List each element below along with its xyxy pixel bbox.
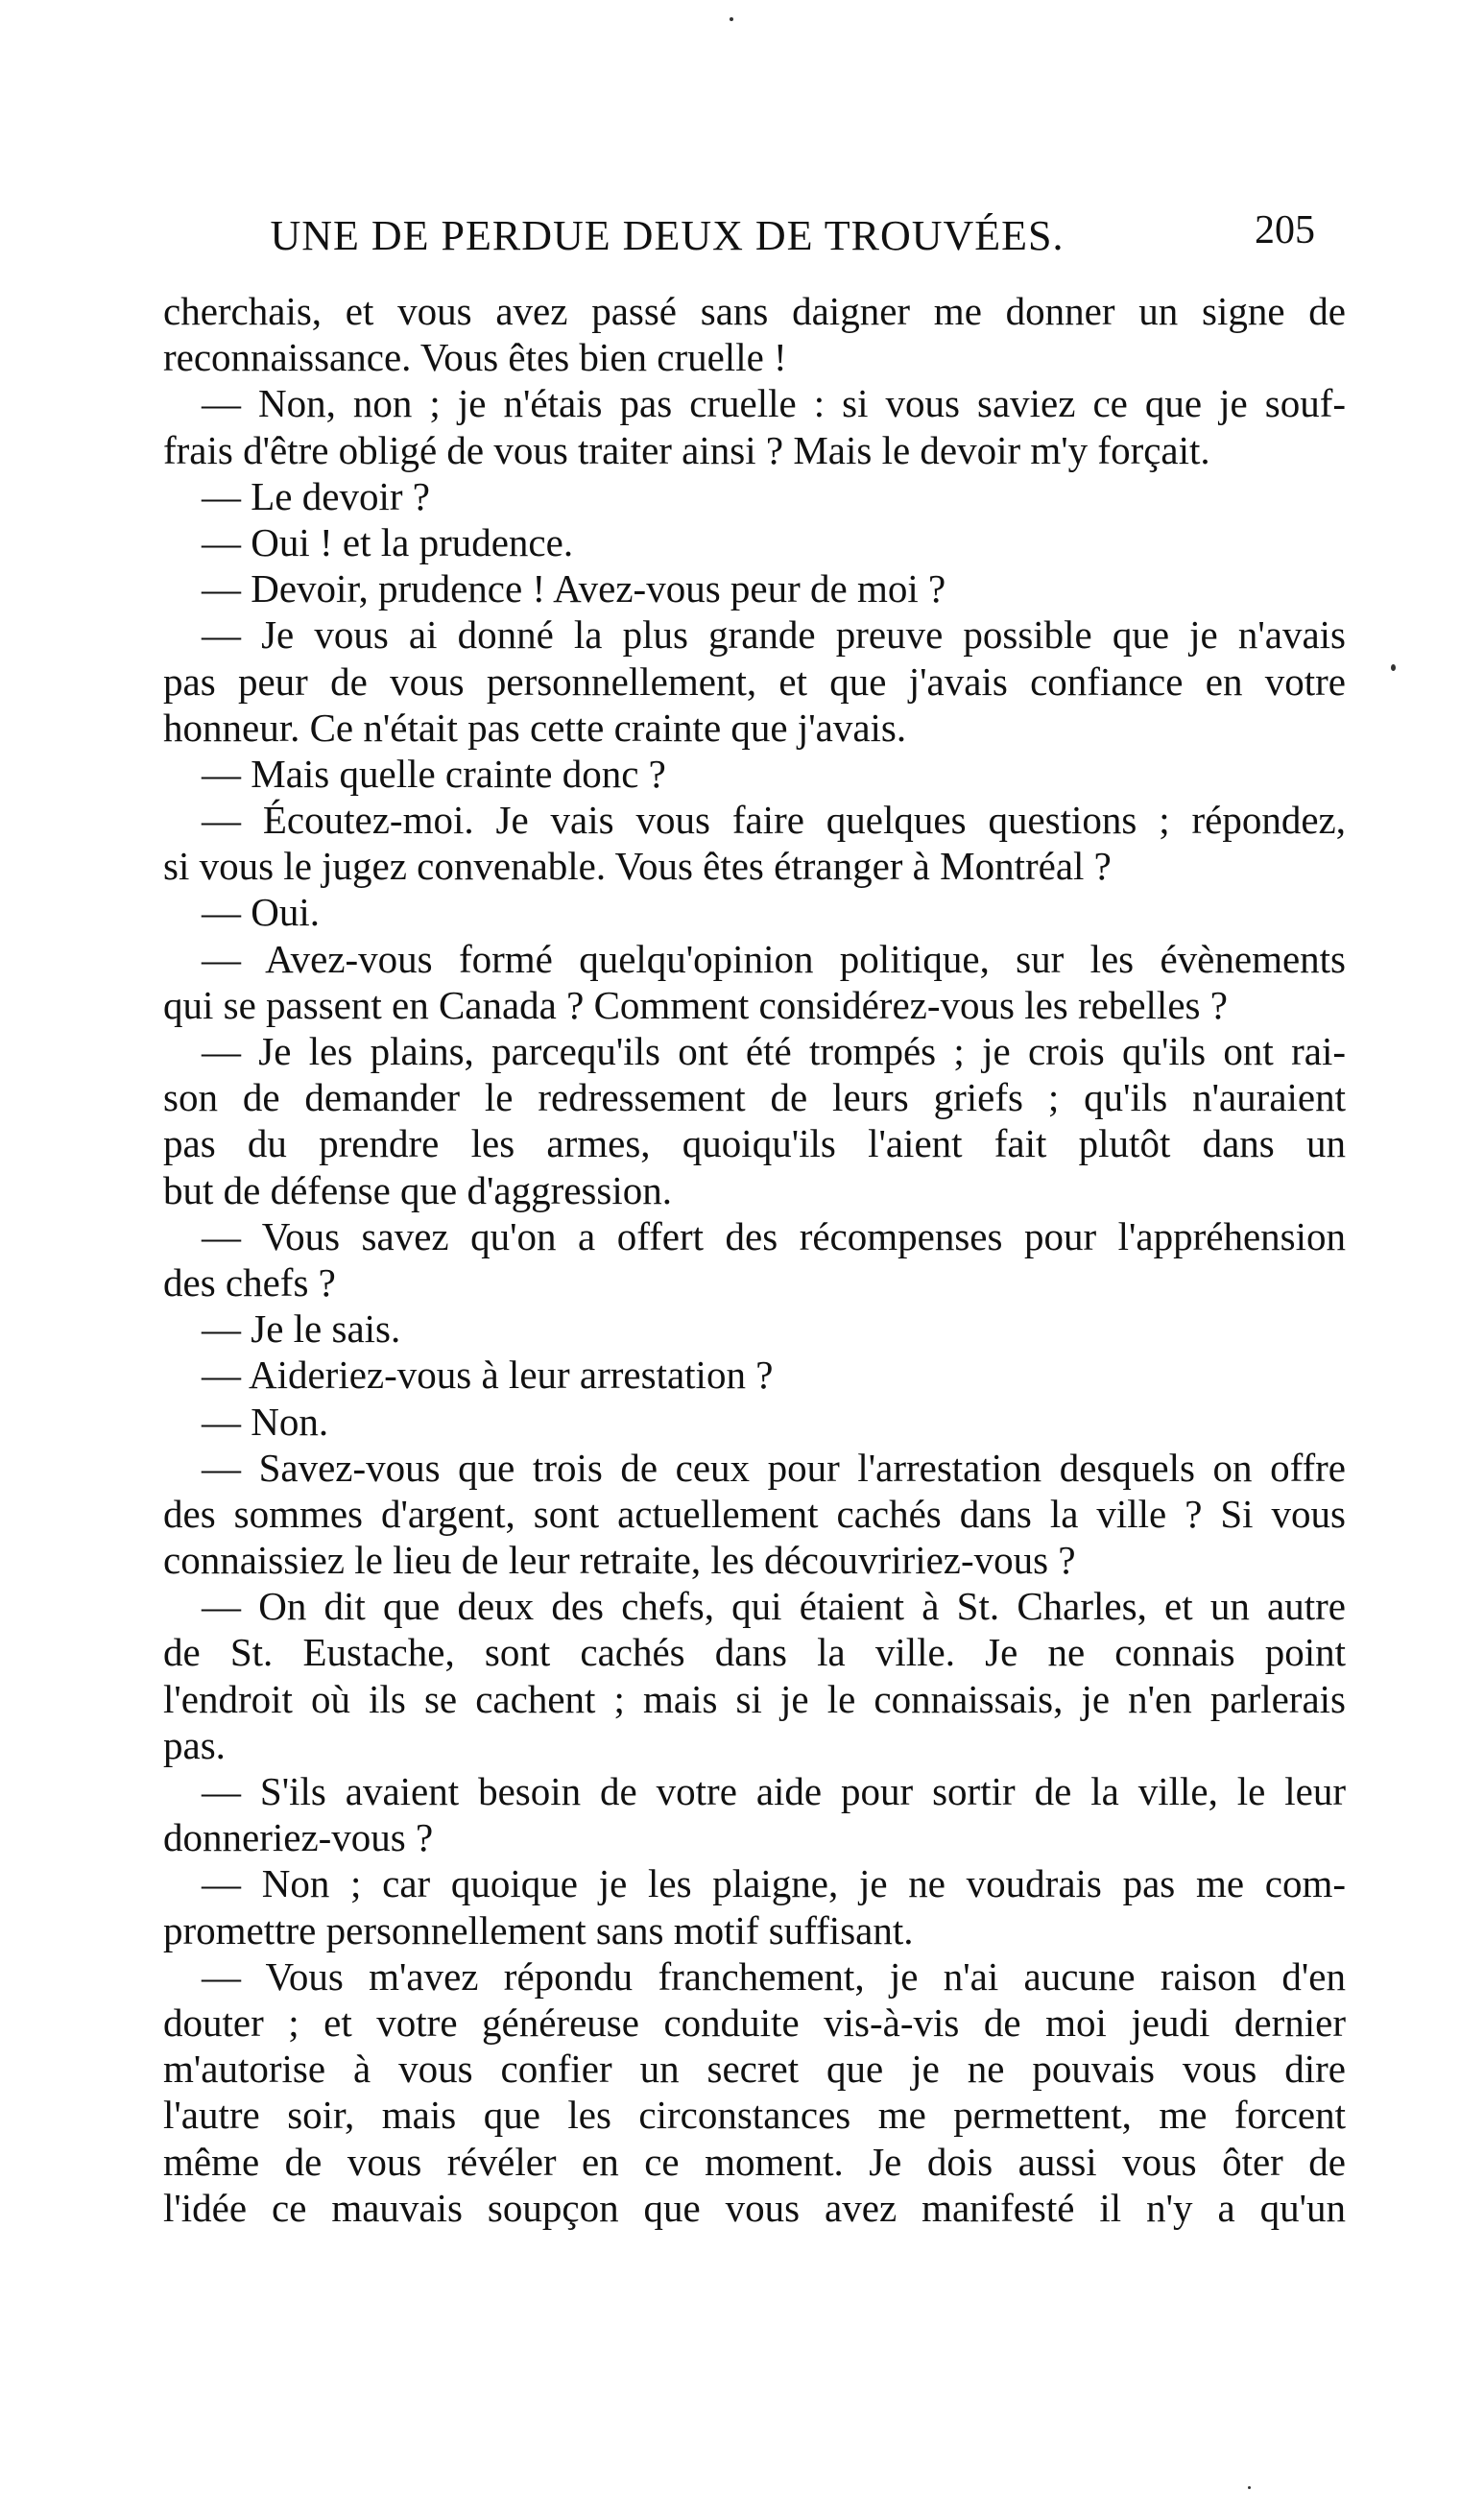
running-title: UNE DE PERDUE DEUX DE TROUVÉES. <box>270 212 1065 259</box>
text-line: l'idée ce mauvais soupçon que vous avez manifesté il n'y a qu'un <box>163 2185 1346 2230</box>
text-line: pas du prendre les armes, quoiqu'ils l'aient fait plutôt dans un <box>163 1121 1346 1166</box>
text-line: l'autre soir, mais que les circonstances me permettent, me forcent <box>163 2093 1346 2138</box>
text-line: — Je les plains, parcequ'ils ont été trompés ; je crois qu'ils ont rai- <box>202 1029 1346 1073</box>
text-line: — S'ils avaient besoin de votre aide pour sortir de la ville, le leur <box>202 1769 1346 1813</box>
text-line: — Aideriez-vous à leur arrestation ? <box>202 1353 774 1398</box>
text-line: — Avez-vous formé quelqu'opinion politique, sur les évènements <box>202 936 1346 981</box>
text-line: si vous le jugez convenable. Vous êtes étranger à Montréal ? <box>163 844 1112 889</box>
text-line: reconnaissance. Vous êtes bien cruelle ! <box>163 335 787 380</box>
scan-speck <box>1391 664 1396 671</box>
text-line: son de demander le redressement de leurs griefs ; qu'ils n'auraient <box>163 1075 1346 1120</box>
text-line: même de vous révéler en ce moment. Je dois aussi vous ôter de <box>163 2139 1346 2184</box>
text-line: — On dit que deux des chefs, qui étaient à St. Charles, et un autre <box>202 1584 1346 1629</box>
text-line: — Devoir, prudence ! Avez-vous peur de moi ? <box>202 566 946 611</box>
text-line: — Oui ! et la prudence. <box>202 519 574 564</box>
body-text <box>163 288 1346 2231</box>
text-line: connaissiez le lieu de leur retraite, les découvririez-vous ? <box>163 1538 1076 1583</box>
text-line: donneriez-vous ? <box>163 1815 434 1860</box>
text-line: des chefs ? <box>163 1259 336 1305</box>
text-line: — Non. <box>202 1399 329 1444</box>
text-line: — Oui. <box>202 890 320 935</box>
text-line: promettre personnellement sans motif suffisant. <box>163 1907 914 1952</box>
text-line: — Vous m'avez répondu franchement, je n'ai aucune raison d'en <box>202 1953 1346 1999</box>
text-line: — Je vous ai donné la plus grande preuve possible que je n'avais <box>202 612 1346 658</box>
text-line: pas. <box>163 1722 226 1767</box>
text-line: pas peur de vous personnellement, et que j'avais confiance en votre <box>163 659 1346 704</box>
running-head <box>163 208 1344 269</box>
text-line: des sommes d'argent, sont actuellement cachés dans la ville ? Si vous <box>163 1491 1346 1536</box>
text-line: — Le devoir ? <box>202 473 430 518</box>
text-line: but de défense que d'aggression. <box>163 1167 672 1212</box>
text-line: — Je le sais. <box>202 1306 401 1352</box>
text-line: l'endroit où ils se cachent ; mais si je le connaissais, je n'en parlerais <box>163 1676 1346 1721</box>
page-number: 205 <box>1255 208 1315 252</box>
text-line: — Savez-vous que trois de ceux pour l'arrestation desquels on offre <box>202 1445 1346 1490</box>
text-line: m'autorise à vous confier un secret que je ne pouvais vous dire <box>163 2047 1346 2092</box>
text-line: douter ; et votre généreuse conduite vis-à-vis de moi jeudi dernier <box>163 2000 1346 2045</box>
text-line: de St. Eustache, sont cachés dans la ville. Je ne connais point <box>163 1630 1346 1675</box>
text-line: — Non, non ; je n'étais pas cruelle : si vous saviez ce que je souf- <box>202 381 1346 426</box>
text-line: — Écoutez-moi. Je vais vous faire quelques questions ; répondez, <box>202 798 1346 843</box>
text-line: honneur. Ce n'était pas cette crainte que j'avais. <box>163 705 907 750</box>
text-line: — Vous savez qu'on a offert des récompenses pour l'appréhension <box>202 1213 1346 1258</box>
scan-speck <box>730 17 733 21</box>
text-line: — Non ; car quoique je les plaigne, je ne voudrais pas me com- <box>202 1861 1346 1906</box>
text-line: qui se passent en Canada ? Comment considérez-vous les rebelles ? <box>163 982 1228 1027</box>
text-line: — Mais quelle crainte donc ? <box>202 751 666 796</box>
scan-speck <box>1248 2486 1251 2489</box>
text-line: cherchais, et vous avez passé sans daigner me donner un signe de <box>163 289 1346 333</box>
text-line: frais d'être obligé de vous traiter ainsi ? Mais le devoir m'y forçait. <box>163 427 1210 472</box>
